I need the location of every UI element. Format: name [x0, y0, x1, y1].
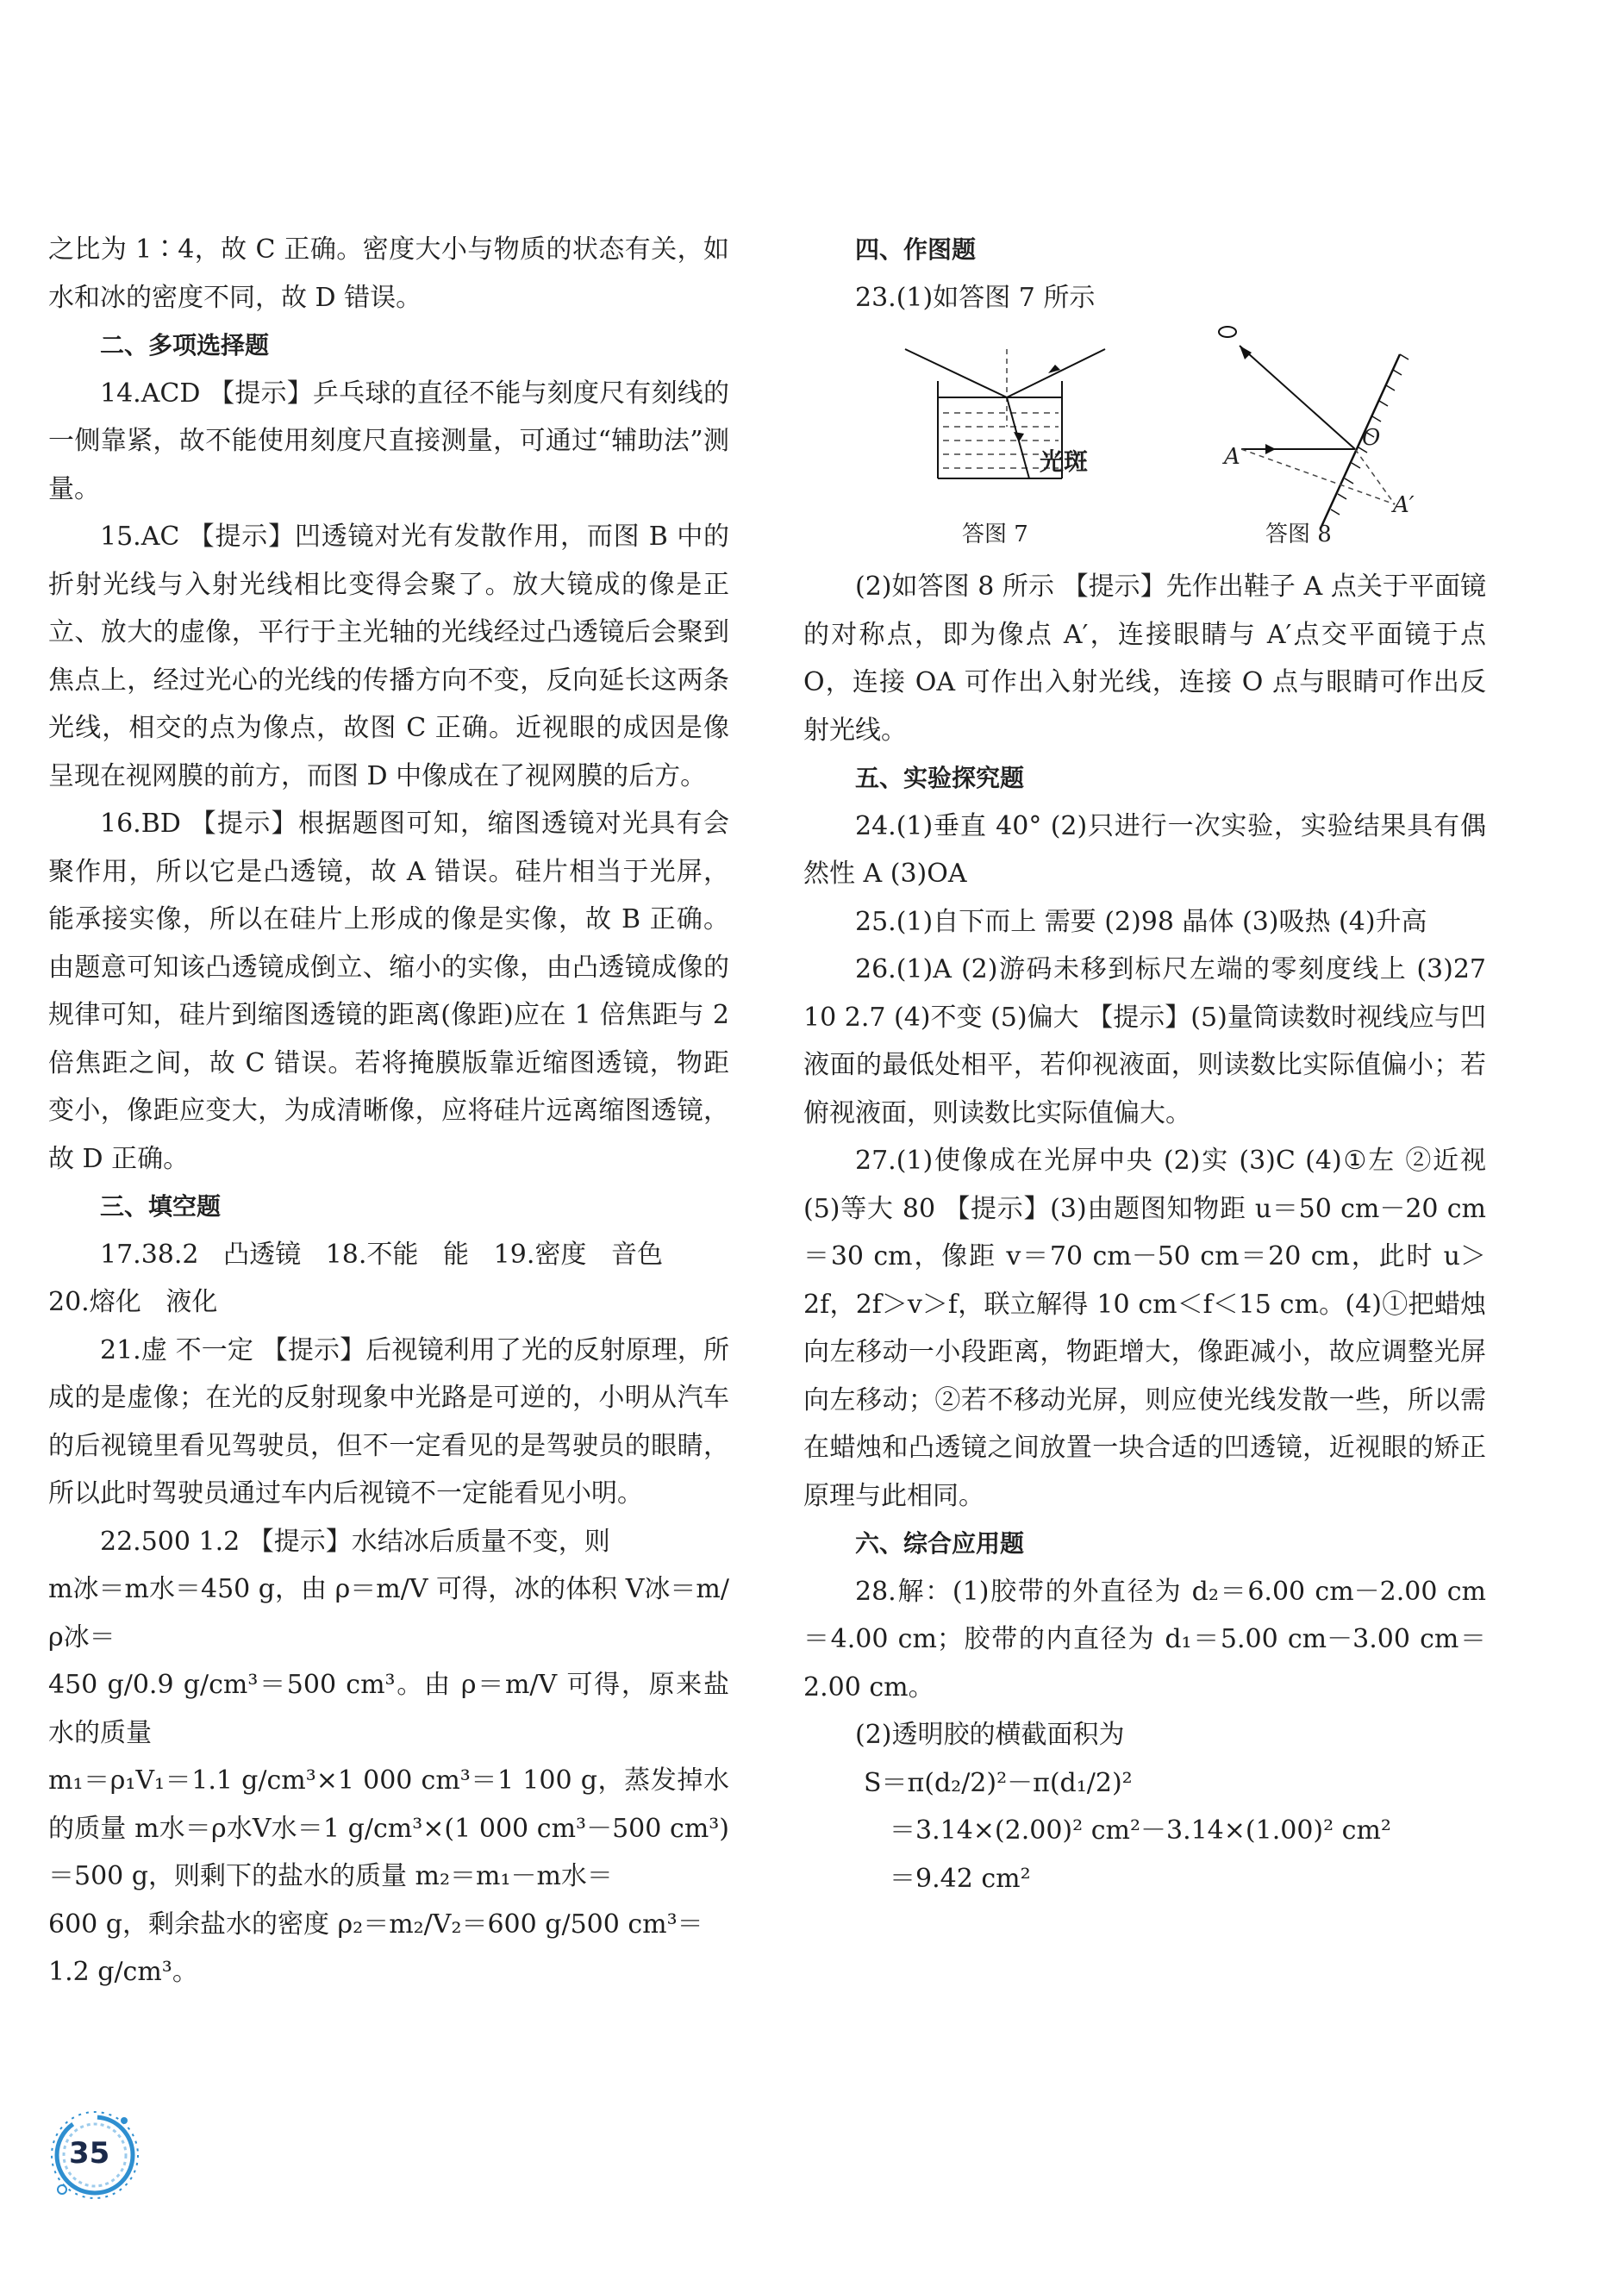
answer-q27: 27.(1)使像成在光屏中央 (2)实 (3)C (4)①左 ②近视 (5)等大 80 【提示】(3)由题图知物距 u＝50 cm－20 cm＝30 cm，像距 v＝70 cm－50 cm＝20 cm，此时 u＞2f，2f＞v＞f，联立解得 10 cm＜f＜15 cm。(4)①把蜡烛向左移动一小段距离，物距增大，像距减小，故应调整光屏向左移动；②若不移动光屏，则应使光线发散一些，所以需在蜡烛和凸透镜之间放置一块合适的凹透镜，近视眼的矫正原理与此相同。	[803, 1146, 1486, 1511]
answer-q28-2: (2)透明胶的横截面积为	[855, 1720, 1125, 1750]
formula-area-2: ＝3.14×(2.00)² cm²－3.14×(1.00)² cm²	[890, 1815, 1391, 1846]
left-column	[48, 226, 729, 1996]
answer-q28-1: 28.解：(1)胶带的外直径为 d₂＝6.00 cm－2.00 cm＝4.00 cm；胶带的内直径为 d₁＝5.00 cm－3.00 cm＝2.00 cm。	[803, 1576, 1486, 1703]
answer-q23-2: (2)如答图 8 所示 【提示】先作出鞋子 A 点关于平面镜的对称点，即为像点 A′，连接眼睛与 A′点交平面镜于点 O，连接 OA 可作出入射光线，连接 O 点与眼睛可作出反射光线。	[803, 572, 1486, 746]
paragraph-q13-continued: 之比为 1∶4，故 C 正确。密度大小与物质的状态有关，如水和冰的密度不同，故 D 错误。	[48, 234, 729, 313]
answer-q20: 20.熔化 液化	[48, 1287, 218, 1317]
answer-q23-1: 23.(1)如答图 7 所示	[855, 282, 1096, 313]
page-number-badge	[50, 2110, 140, 2200]
page-number: 35	[69, 2136, 110, 2171]
answer-q21: 21.虚 不一定 【提示】后视镜利用了光的反射原理，所成的是虚像；在光的反射现象中光路是可逆的，小明从汽车的后视镜里看见驾驶员，但不一定看见的是驾驶员的眼睛，所以此时驾驶员通过车内后视镜不一定能看见小明。	[48, 1334, 729, 1509]
answer-q17-19: 17.38.2 凸透镜 18.不能 能 19.密度 音色	[100, 1239, 663, 1270]
answer-q22-line2: m冰＝m水＝450 g，由 ρ＝m/V 可得，冰的体积 V冰＝m/ρ冰＝	[48, 1574, 729, 1653]
answer-q22-line4: m₁＝ρ₁V₁＝1.1 g/cm³×1 000 cm³＝1 100 g，蒸发掉水的质量 m水＝ρ水V水＝1 g/cm³×(1 000 cm³－500 cm³)＝500 g，则剩下的盐水的质量 m₂＝m₁－m水＝	[48, 1765, 729, 1891]
answer-q22-line5: 600 g，剩余盐水的密度 ρ₂＝m₂/V₂＝600 g/500 cm³＝	[48, 1909, 703, 1940]
answer-q22-line6: 1.2 g/cm³。	[48, 1957, 198, 1987]
figure-7-refraction-diagram	[803, 325, 1486, 558]
formula-area-3: ＝9.42 cm²	[890, 1863, 1031, 1894]
section-heading-drawing: 四、作图题	[855, 235, 977, 264]
figure-7-caption: 答图 7	[962, 522, 1028, 547]
figure-8-label-a-prime: A′	[1393, 492, 1415, 518]
section-heading-multiple-choice: 二、多项选择题	[100, 331, 270, 359]
answer-q24: 24.(1)垂直 40° (2)只进行一次实验，实验结果具有偶然性 A (3)OA	[803, 810, 1486, 889]
figure-7-light-spot-label: 光斑	[1040, 447, 1089, 476]
section-heading-application: 六、综合应用题	[855, 1529, 1025, 1558]
answer-q22: 22.500 1.2 【提示】水结冰后质量不变，则	[100, 1526, 610, 1557]
answer-q22-line3: 450 g/0.9 g/cm³＝500 cm³。由 ρ＝m/V 可得，原来盐水的质量	[48, 1670, 729, 1748]
formula-area-1: S＝π(d₂/2)²－π(d₁/2)²	[864, 1767, 1133, 1798]
section-heading-fill-in: 三、填空题	[100, 1192, 222, 1221]
right-column	[803, 226, 1486, 1903]
figure-8-label-a: A	[1224, 444, 1240, 470]
answer-q26: 26.(1)A (2)游码未移到标尺左端的零刻度线上 (3)27 10 2.7 (4)不变 (5)偏大 【提示】(5)量筒读数时视线应与凹液面的最低处相平，若仰视液面，则读数比实际值偏小；若俯视液面，则读数比实际值偏大。	[803, 954, 1486, 1128]
answer-q25: 25.(1)自下而上 需要 (2)98 晶体 (3)吸热 (4)升高	[855, 906, 1427, 937]
section-heading-experiment: 五、实验探究题	[855, 764, 1025, 792]
answer-q14: 14.ACD 【提示】乒乓球的直径不能与刻度尺有刻线的一侧靠紧，故不能使用刻度尺直接测量，可通过“辅助法”测量。	[48, 378, 729, 504]
answer-q15: 15.AC 【提示】凹透镜对光有发散作用，而图 B 中的折射光线与入射光线相比变得会聚了。放大镜成的像是正立、放大的虚像，平行于主光轴的光线经过凸透镜后会聚到焦点上，经过光心的光线的传播方向不变，反向延长这两条光线，相交的点为像点，故图 C 正确。近视眼的成因是像呈现在视网膜的前方，而图 D 中像成在了视网膜的后方。	[48, 522, 729, 791]
figure-8-caption: 答图 8	[1265, 522, 1332, 547]
figure-8-label-o: O	[1362, 425, 1381, 451]
answer-q16: 16.BD 【提示】根据题图可知，缩图透镜对光具有会聚作用，所以它是凸透镜，故 A 错误。硅片相当于光屏，能承接实像，所以在硅片上形成的像是实像，故 B 正确。由题意可知该凸透镜成倒立、缩小的实像，由凸透镜成像的规律可知，硅片到缩图透镜的距离(像距)应在 1 倍焦距与 2 倍焦距之间，故 C 错误。若将掩膜版靠近缩图透镜，物距变小，像距应变大，为成清晰像，应将硅片远离缩图透镜，故 D 正确。	[48, 809, 729, 1174]
answer-figures	[803, 325, 1486, 558]
